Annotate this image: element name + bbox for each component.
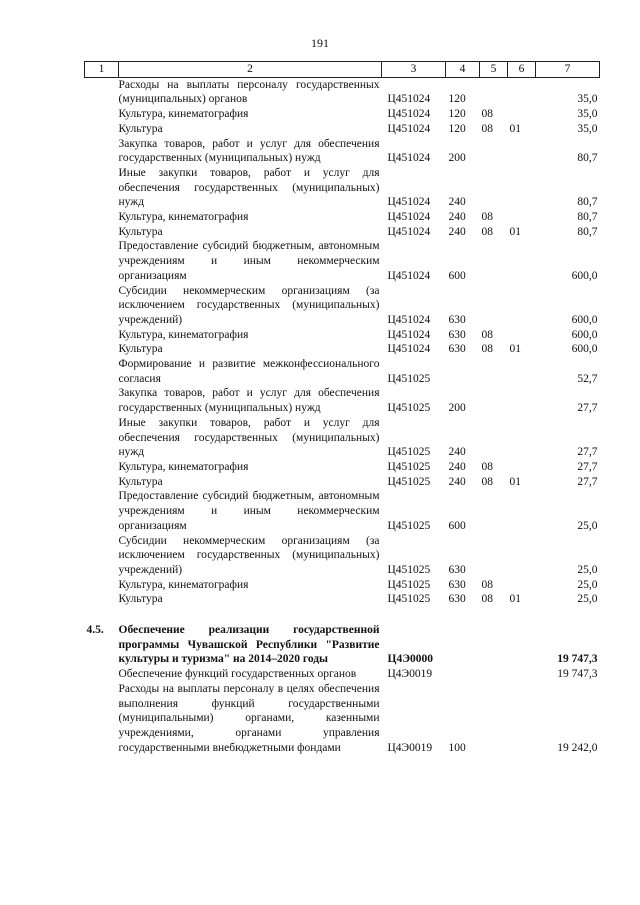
row-number-cell xyxy=(85,166,119,210)
table-row xyxy=(85,284,600,328)
section-code-cell xyxy=(480,357,508,386)
row-number-cell xyxy=(85,328,119,343)
spacer-cell xyxy=(85,607,600,623)
amount-cell: 19 747,3 xyxy=(557,653,598,666)
subsection-code-cell xyxy=(508,534,536,578)
row-name-cell: Расходы на выплаты персоналу в целях обеспечения выполнения функций государственными (муниципальными) органами, казенными учреждениями, органами управления государственными внебюджетными фондами xyxy=(118,682,380,754)
section-code-cell xyxy=(480,166,508,210)
expense-type-cell: 240 xyxy=(448,196,466,209)
target-code-cell: Ц4Э0000 xyxy=(387,653,433,666)
subsection-code-cell: 01 xyxy=(509,343,521,356)
expense-type-cell: 240 xyxy=(448,225,466,238)
expense-type-cell: 600 xyxy=(448,519,466,532)
table-row xyxy=(85,166,600,210)
target-code-cell: Ц451024 xyxy=(387,328,431,341)
subsection-code-cell xyxy=(508,166,536,210)
expense-type-cell: 240 xyxy=(448,475,466,488)
target-code-cell: Ц451024 xyxy=(387,269,431,282)
section-code-cell: 08 xyxy=(481,211,493,224)
expense-type-cell: 630 xyxy=(448,328,466,341)
table-row xyxy=(85,416,600,460)
row-number-cell xyxy=(85,225,119,240)
row-number-cell xyxy=(85,416,119,460)
subsection-code-cell xyxy=(508,623,536,667)
row-name-cell: Субсидии некоммерческим организациям (за исключением государственных (муниципальных) учреждений) xyxy=(118,534,380,576)
row-name-cell: Расходы на выплаты персоналу государственных (муниципальных) органов xyxy=(118,78,380,106)
amount-cell: 600,0 xyxy=(571,313,598,326)
amount-cell: 35,0 xyxy=(577,108,598,121)
section-code-cell: 08 xyxy=(481,122,493,135)
section-code-cell xyxy=(480,534,508,578)
row-name-cell: Культура xyxy=(118,343,163,356)
subsection-code-cell xyxy=(508,386,536,415)
table-header xyxy=(85,62,600,78)
subsection-code-cell xyxy=(508,328,536,343)
header-col-3: 3 xyxy=(382,62,446,78)
amount-cell: 25,0 xyxy=(577,593,598,606)
section-code-cell xyxy=(480,623,508,667)
amount-cell: 27,7 xyxy=(577,402,598,415)
row-number-cell xyxy=(85,475,119,490)
row-number-cell xyxy=(85,592,119,607)
row-number-cell xyxy=(85,357,119,386)
section-code-cell: 08 xyxy=(481,328,493,341)
header-col-4: 4 xyxy=(446,62,480,78)
expense-type-cell: 240 xyxy=(448,460,466,473)
amount-cell: 19 242,0 xyxy=(557,741,598,754)
expense-type-cell: 630 xyxy=(448,593,466,606)
row-number-cell xyxy=(85,667,119,682)
expense-type-cell: 630 xyxy=(448,313,466,326)
target-code-cell: Ц451025 xyxy=(387,372,431,385)
table-row xyxy=(85,489,600,533)
target-code-cell: Ц451024 xyxy=(387,225,431,238)
row-name-cell: Культура xyxy=(118,593,163,606)
table-row xyxy=(85,386,600,415)
target-code-cell: Ц451025 xyxy=(387,519,431,532)
section-code-cell xyxy=(480,239,508,283)
row-name-cell: Формирование и развитие межконфессионального согласия xyxy=(118,358,380,385)
row-name-cell: Обеспечение реализации государственной программы Чувашской Республики "Развитие культуры и туризма" на 2014–2020 годы xyxy=(118,624,380,666)
expense-type-cell: 240 xyxy=(448,446,466,459)
row-number-cell xyxy=(85,460,119,475)
subsection-code-cell xyxy=(508,416,536,460)
target-code-cell: Ц451025 xyxy=(387,402,431,415)
amount-cell: 25,0 xyxy=(577,519,598,532)
subsection-code-cell: 01 xyxy=(509,593,521,606)
row-name-cell: Культура, кинематография xyxy=(118,578,249,591)
subsection-code-cell xyxy=(508,489,536,533)
expense-type-cell: 120 xyxy=(448,122,466,135)
amount-cell: 25,0 xyxy=(577,563,598,576)
target-code-cell: Ц4Э0019 xyxy=(387,741,433,754)
table-row xyxy=(85,475,600,490)
target-code-cell: Ц451024 xyxy=(387,122,431,135)
subsection-code-cell xyxy=(508,667,536,682)
amount-cell: 80,7 xyxy=(577,225,598,238)
subsection-code-cell xyxy=(508,284,536,328)
table-row xyxy=(85,225,600,240)
table-row xyxy=(85,592,600,607)
table-spacer-row xyxy=(85,607,600,623)
table-row xyxy=(85,122,600,137)
amount-cell: 35,0 xyxy=(577,93,598,106)
target-code-cell: Ц451025 xyxy=(387,593,431,606)
table-row xyxy=(85,623,600,667)
subsection-code-cell xyxy=(508,682,536,756)
row-name-cell: Культура, кинематография xyxy=(118,460,249,473)
table-row xyxy=(85,137,600,166)
table-row xyxy=(85,667,600,682)
row-name-cell: Иные закупки товаров, работ и услуг для обеспечения государственных (муниципальных) нужд xyxy=(118,416,380,459)
subsection-code-cell: 01 xyxy=(509,122,521,135)
expense-type-cell: 120 xyxy=(448,108,466,121)
row-number-cell xyxy=(85,210,119,225)
header-col-6: 6 xyxy=(508,62,536,78)
subsection-code-cell xyxy=(508,77,536,107)
row-number-cell xyxy=(85,107,119,122)
expense-type-cell: 240 xyxy=(448,211,466,224)
section-code-cell: 08 xyxy=(481,460,493,473)
expense-type-cell: 120 xyxy=(448,93,466,106)
row-name-cell: Иные закупки товаров, работ и услуг для обеспечения государственных (муниципальных) нужд xyxy=(118,166,380,209)
target-code-cell: Ц451024 xyxy=(387,108,431,121)
amount-cell: 80,7 xyxy=(577,196,598,209)
amount-cell: 25,0 xyxy=(577,578,598,591)
section-code-cell xyxy=(480,137,508,166)
row-name-cell: Субсидии некоммерческим организациям (за исключением государственных (муниципальных) учреждений) xyxy=(118,284,380,326)
subsection-code-cell xyxy=(508,460,536,475)
table-row xyxy=(85,460,600,475)
row-name-cell: Культура xyxy=(118,225,163,238)
row-number-cell xyxy=(85,534,119,578)
section-code-cell xyxy=(480,77,508,107)
amount-cell: 27,7 xyxy=(577,446,598,459)
row-number-cell: 4.5. xyxy=(86,624,104,637)
row-number-cell xyxy=(85,578,119,593)
target-code-cell: Ц4Э0019 xyxy=(387,668,433,681)
row-number-cell xyxy=(85,489,119,533)
target-code-cell: Ц451025 xyxy=(387,446,431,459)
amount-cell: 35,0 xyxy=(577,122,598,135)
target-code-cell: Ц451025 xyxy=(387,475,431,488)
target-code-cell: Ц451024 xyxy=(387,196,431,209)
expense-type-cell: 100 xyxy=(448,741,466,754)
amount-cell: 27,7 xyxy=(577,475,598,488)
amount-cell: 19 747,3 xyxy=(557,668,598,681)
row-number-cell xyxy=(85,682,119,756)
section-code-cell: 08 xyxy=(481,593,493,606)
subsection-code-cell xyxy=(508,107,536,122)
header-col-7: 7 xyxy=(536,62,600,78)
section-code-cell: 08 xyxy=(481,343,493,356)
expense-type-cell: 600 xyxy=(448,269,466,282)
table-row xyxy=(85,107,600,122)
row-name-cell: Обеспечение функций государственных органов xyxy=(118,668,357,681)
row-name-cell: Предоставление субсидий бюджетным, автономным учреждениям и иным некоммерческим организациям xyxy=(118,240,380,282)
row-number-cell xyxy=(85,77,119,107)
amount-cell: 600,0 xyxy=(571,343,598,356)
expense-type-cell: 630 xyxy=(448,578,466,591)
table-row xyxy=(85,682,600,756)
subsection-code-cell xyxy=(508,210,536,225)
amount-cell: 80,7 xyxy=(577,152,598,165)
row-number-cell xyxy=(85,342,119,357)
expense-type-cell: 200 xyxy=(448,152,466,165)
row-name-cell: Культура xyxy=(118,122,163,135)
subsection-code-cell xyxy=(508,137,536,166)
expense-type-cell: 630 xyxy=(448,563,466,576)
target-code-cell: Ц451024 xyxy=(387,152,431,165)
target-code-cell: Ц451024 xyxy=(387,313,431,326)
header-col-1: 1 xyxy=(85,62,119,78)
table-row xyxy=(85,239,600,283)
section-code-cell: 08 xyxy=(481,578,493,591)
table-row xyxy=(85,534,600,578)
table-row xyxy=(85,342,600,357)
amount-cell: 52,7 xyxy=(577,372,598,385)
table-row xyxy=(85,77,600,107)
row-number-cell xyxy=(85,122,119,137)
target-code-cell: Ц451025 xyxy=(387,563,431,576)
section-code-cell xyxy=(480,489,508,533)
expense-type-cell: 200 xyxy=(448,402,466,415)
header-col-5: 5 xyxy=(480,62,508,78)
table-row xyxy=(85,210,600,225)
section-code-cell xyxy=(480,416,508,460)
target-code-cell: Ц451025 xyxy=(387,460,431,473)
table-row xyxy=(85,328,600,343)
target-code-cell: Ц451024 xyxy=(387,211,431,224)
row-name-cell: Предоставление субсидий бюджетным, автономным учреждениям и иным некоммерческим организациям xyxy=(118,490,380,532)
section-code-cell xyxy=(480,682,508,756)
row-name-cell: Закупка товаров, работ и услуг для обеспечения государственных (муниципальных) нужд xyxy=(118,387,380,415)
row-name-cell: Культура xyxy=(118,475,163,488)
amount-cell: 80,7 xyxy=(577,211,598,224)
row-number-cell xyxy=(85,239,119,283)
subsection-code-cell xyxy=(508,239,536,283)
page-number: 191 xyxy=(311,36,329,50)
header-row xyxy=(85,62,600,78)
subsection-code-cell xyxy=(508,357,536,386)
section-code-cell xyxy=(480,284,508,328)
subsection-code-cell: 01 xyxy=(509,225,521,238)
row-name-cell: Культура, кинематография xyxy=(118,328,249,341)
header-col-2: 2 xyxy=(119,62,382,78)
section-code-cell xyxy=(480,667,508,682)
amount-cell: 600,0 xyxy=(571,269,598,282)
row-number-cell xyxy=(85,386,119,415)
table-body xyxy=(85,77,600,755)
table-row xyxy=(85,578,600,593)
budget-table xyxy=(84,61,600,755)
row-number-cell xyxy=(85,137,119,166)
subsection-code-cell xyxy=(508,578,536,593)
expense-type-cell xyxy=(446,357,480,386)
expense-type-cell xyxy=(446,667,480,682)
section-code-cell: 08 xyxy=(481,225,493,238)
target-code-cell: Ц451024 xyxy=(387,343,431,356)
row-name-cell: Культура, кинематография xyxy=(118,108,249,121)
expense-type-cell xyxy=(446,623,480,667)
subsection-code-cell: 01 xyxy=(509,475,521,488)
row-name-cell: Закупка товаров, работ и услуг для обеспечения государственных (муниципальных) нужд xyxy=(118,137,380,165)
amount-cell: 27,7 xyxy=(577,460,598,473)
expense-type-cell: 630 xyxy=(448,343,466,356)
row-number-cell xyxy=(85,284,119,328)
amount-cell: 600,0 xyxy=(571,328,598,341)
section-code-cell xyxy=(480,386,508,415)
section-code-cell: 08 xyxy=(481,108,493,121)
row-name-cell: Культура, кинематография xyxy=(118,211,249,224)
target-code-cell: Ц451025 xyxy=(387,578,431,591)
table-row xyxy=(85,357,600,386)
target-code-cell: Ц451024 xyxy=(387,93,431,106)
section-code-cell: 08 xyxy=(481,475,493,488)
